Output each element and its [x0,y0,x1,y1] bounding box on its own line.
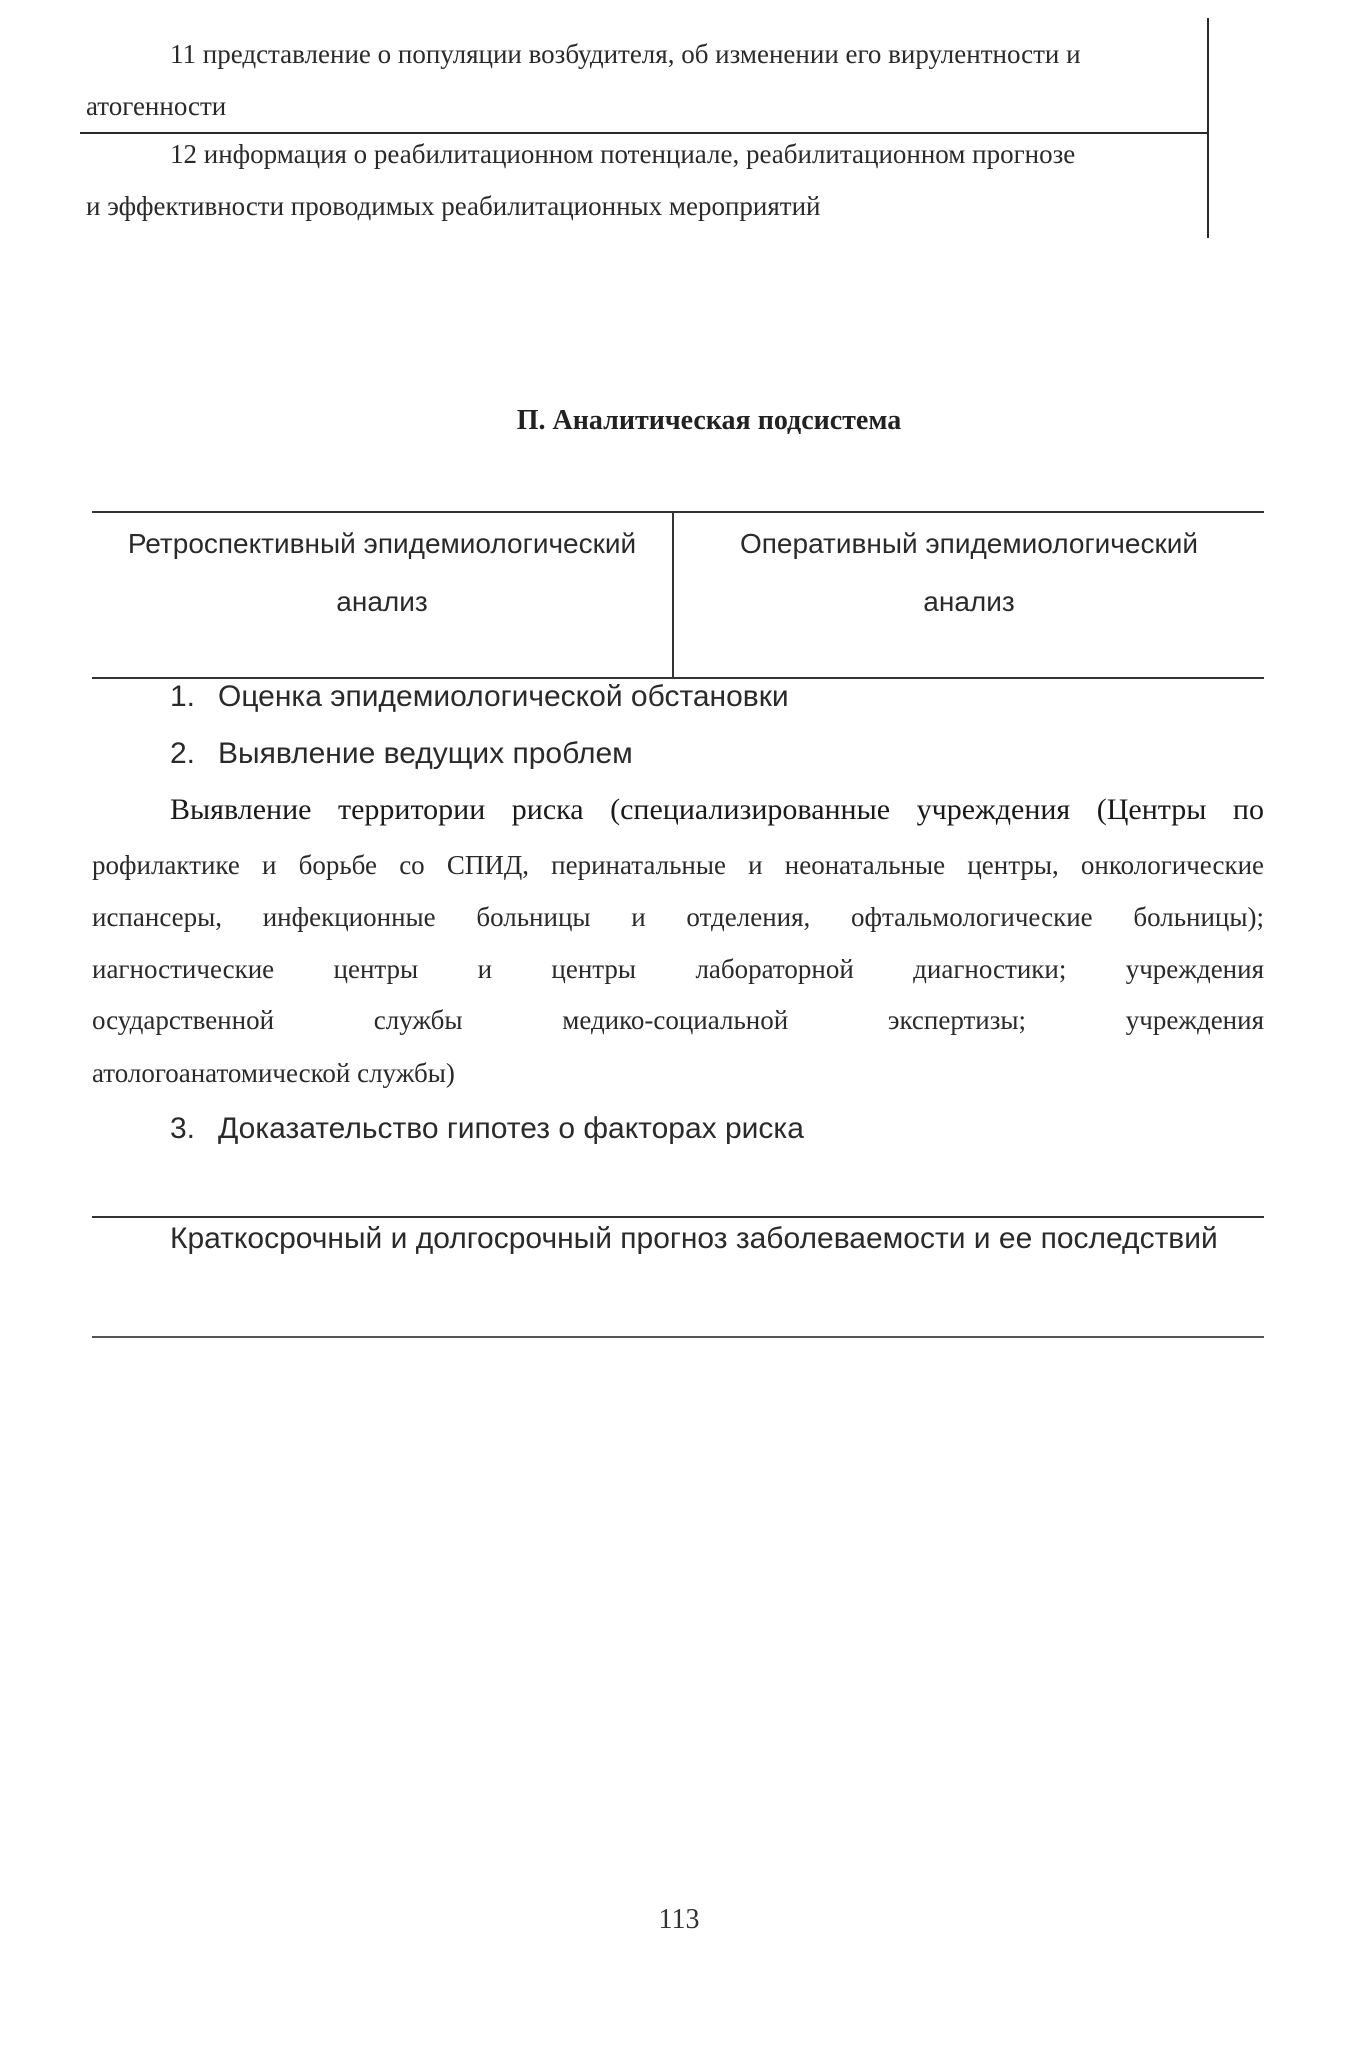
forecast-box [92,1216,1264,1338]
list-item [170,1112,804,1146]
section-title [0,405,1358,437]
list-item [170,737,633,771]
list-item-number: 2. [170,737,196,770]
operative-analysis-cell [674,513,1264,679]
retrospective-analysis-line-1: Ретроспективный эпидемиологический [127,528,637,559]
table-row-item-12 [80,128,1207,232]
item-12-line-1: 12 информация о реабилитационном потенциале, реабилитационном прогнозе [170,139,1076,169]
list-item [170,680,789,714]
operative-analysis-line-1: Оперативный эпидемиологический [739,528,1198,559]
forecast-text: Краткосрочный и долгосрочный прогноз заболеваемости и ее последствий [170,1222,1218,1255]
analysis-types-table [92,511,1264,679]
monitoring-table-fragment [80,18,1209,238]
list-item-number: 3. [170,1112,196,1145]
operative-analysis-line-2: анализ [923,586,1015,617]
risk-territory-paragraph-line: рофилактике и борьбе со СПИД, перинатальные и неонатальные центры, онкологические [92,850,1264,880]
list-item-text: Выявление ведущих проблем [218,737,633,770]
page-number-text: 113 [658,1904,700,1935]
page-number [0,1904,1358,1936]
item-11-line-2: атогенности [86,91,227,121]
section-title-text: П. Аналитическая подсистема [516,405,902,436]
list-item-number: 1. [170,680,196,713]
table-row-item-11 [80,28,1207,132]
retrospective-analysis-cell [92,513,672,679]
risk-territory-paragraph-start: Выявление территории риска (специализированные учреждения (Центры по [170,793,1264,826]
retrospective-analysis-line-2: анализ [336,586,428,617]
risk-territory-paragraph-line: осударственной службы медико-социальной экспертизы; учреждения [92,1005,1264,1035]
item-11-line-1: 11 представление о популяции возбудителя, об изменении его вирулентности и [170,39,1081,69]
list-item-text: Оценка эпидемиологической обстановки [218,680,789,713]
item-12-line-2: и эффективности проводимых реабилитационных мероприятий [86,191,821,221]
list-item-text: Доказательство гипотез о факторах риска [218,1112,804,1145]
risk-territory-paragraph-line: атологоанатомической службы) [92,1058,455,1088]
risk-territory-paragraph-line: испансеры, инфекционные больницы и отделения, офтальмологические больницы); [92,902,1264,932]
risk-territory-paragraph-line: иагностические центры и центры лабораторной диагностики; учреждения [92,954,1264,984]
